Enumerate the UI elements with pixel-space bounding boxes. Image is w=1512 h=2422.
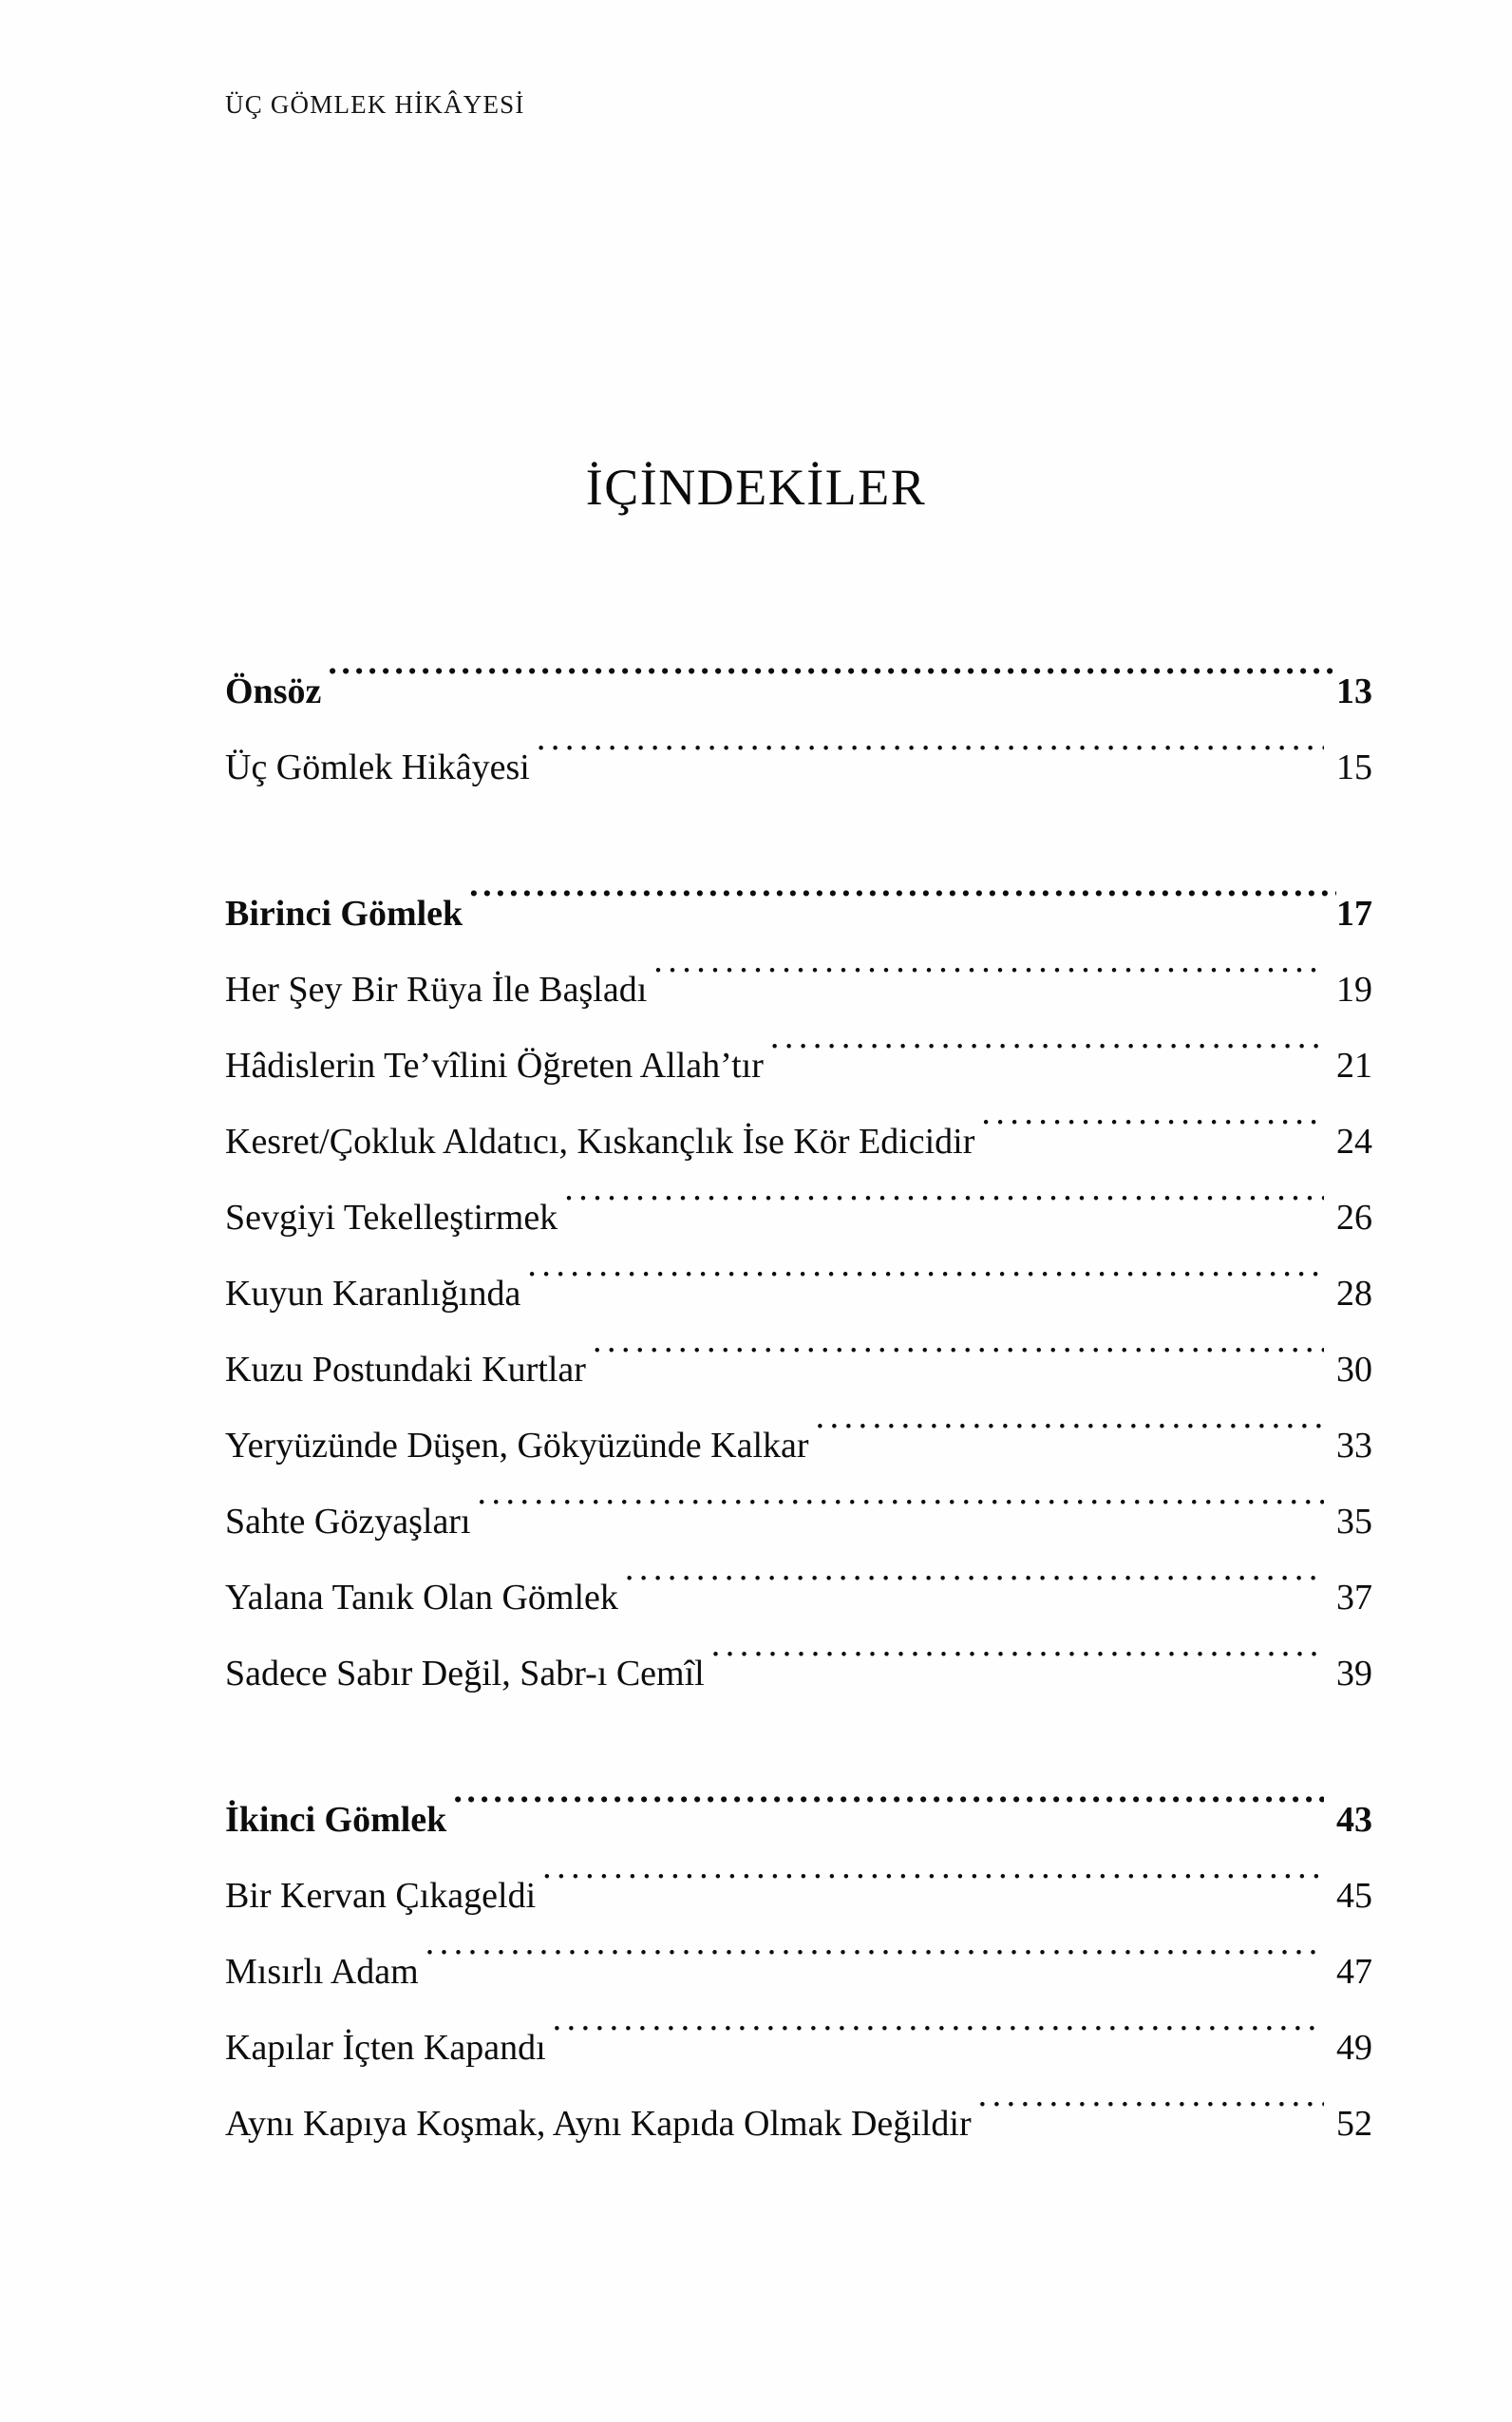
toc-entry-page-number: 17 <box>1336 894 1372 934</box>
dot-leader <box>770 1041 1324 1077</box>
toc-entry-label: Sadece Sabır Değil, Sabr-ı Cemîl <box>225 1654 705 1694</box>
toc-entry-page-number: 21 <box>1336 1046 1372 1086</box>
toc-entry-page-number: 15 <box>1336 747 1372 787</box>
toc-section-entry[interactable] <box>225 876 1372 952</box>
toc-entry-label: Yeryüzünde Düşen, Gökyüzünde Kalkar <box>225 1426 809 1466</box>
toc-entry[interactable] <box>225 2086 1372 2162</box>
toc-entry-label: Sahte Gözyaşları <box>225 1502 471 1542</box>
toc-entry-label: Hâdislerin Te’vîlini Öğreten Allah’tır <box>225 1046 764 1086</box>
toc-entry[interactable] <box>225 1256 1372 1332</box>
toc-group <box>225 876 1372 1712</box>
dot-leader <box>981 1117 1324 1153</box>
toc-entry-page-number: 45 <box>1336 1876 1372 1916</box>
dot-leader <box>711 1649 1324 1685</box>
toc-entry-page-number: 47 <box>1336 1952 1372 1992</box>
dot-leader <box>625 1573 1324 1609</box>
running-header: ÜÇ GÖMLEK HİKÂYESİ <box>225 90 525 119</box>
dot-leader <box>653 965 1324 1001</box>
toc-entry[interactable] <box>225 1104 1372 1180</box>
toc-entry-page-number: 19 <box>1336 970 1372 1010</box>
toc-entry-page-number: 28 <box>1336 1274 1372 1314</box>
dot-leader <box>537 743 1324 779</box>
dot-leader <box>542 1871 1324 1907</box>
toc-entry-page-number: 13 <box>1336 672 1372 711</box>
page-title: İÇİNDEKİLER <box>585 459 927 516</box>
toc-entry[interactable] <box>225 1332 1372 1408</box>
toc-entry[interactable] <box>225 1636 1372 1712</box>
table-of-contents <box>225 653 1372 2162</box>
toc-entry-page-number: 33 <box>1336 1426 1372 1466</box>
toc-entry[interactable] <box>225 1028 1372 1104</box>
dot-leader <box>593 1345 1324 1381</box>
toc-entry-label: Kuyun Karanlığında <box>225 1274 521 1314</box>
toc-entry-label: Mısırlı Adam <box>225 1952 419 1992</box>
toc-entry-label: Önsöz <box>225 672 322 711</box>
toc-group <box>225 653 1372 805</box>
toc-entry[interactable] <box>225 1484 1372 1560</box>
toc-entry-label: Üç Gömlek Hikâyesi <box>225 747 530 787</box>
toc-entry-label: İkinci Gömlek <box>225 1800 447 1840</box>
toc-group <box>225 1782 1372 2162</box>
toc-entry[interactable] <box>225 1934 1372 2010</box>
toc-entry-label: Kuzu Postundaki Kurtlar <box>225 1350 586 1390</box>
toc-entry-label: Kesret/Çokluk Aldatıcı, Kıskançlık İse Kör Edicidir <box>225 1122 975 1162</box>
toc-entry[interactable] <box>225 1180 1372 1256</box>
dot-leader <box>478 1497 1324 1533</box>
toc-entry-page-number: 26 <box>1336 1198 1372 1238</box>
toc-entry[interactable] <box>225 1408 1372 1484</box>
toc-entry-page-number: 43 <box>1336 1800 1372 1840</box>
toc-section-entry[interactable] <box>225 653 1372 729</box>
toc-entry[interactable] <box>225 1560 1372 1636</box>
dot-leader <box>527 1269 1324 1305</box>
toc-entry[interactable] <box>225 1858 1372 1934</box>
toc-entry[interactable] <box>225 952 1372 1028</box>
dot-leader <box>816 1421 1324 1457</box>
toc-entry-label: Birinci Gömlek <box>225 894 463 934</box>
toc-entry-page-number: 24 <box>1336 1122 1372 1162</box>
toc-entry-label: Kapılar İçten Kapandı <box>225 2028 546 2068</box>
toc-entry[interactable] <box>225 2010 1372 2086</box>
dot-leader <box>553 2023 1324 2059</box>
toc-entry-label: Aynı Kapıya Koşmak, Aynı Kapıda Olmak Değildir <box>225 2104 972 2144</box>
dot-leader <box>469 889 1336 925</box>
toc-entry-label: Her Şey Bir Rüya İle Başladı <box>225 970 648 1010</box>
dot-leader <box>328 667 1336 703</box>
toc-entry-page-number: 35 <box>1336 1502 1372 1542</box>
dot-leader <box>453 1795 1324 1831</box>
dot-leader <box>978 2099 1324 2135</box>
toc-entry-page-number: 37 <box>1336 1578 1372 1618</box>
toc-entry-label: Bir Kervan Çıkageldi <box>225 1876 537 1916</box>
toc-entry-label: Yalana Tanık Olan Gömlek <box>225 1578 618 1618</box>
dot-leader <box>564 1193 1324 1229</box>
dot-leader <box>425 1947 1324 1983</box>
toc-entry[interactable] <box>225 729 1372 805</box>
toc-entry-page-number: 39 <box>1336 1654 1372 1694</box>
toc-entry-page-number: 30 <box>1336 1350 1372 1390</box>
toc-entry-page-number: 52 <box>1336 2104 1372 2144</box>
toc-entry-label: Sevgiyi Tekelleştirmek <box>225 1198 558 1238</box>
toc-entry-page-number: 49 <box>1336 2028 1372 2068</box>
toc-section-entry[interactable] <box>225 1782 1372 1858</box>
